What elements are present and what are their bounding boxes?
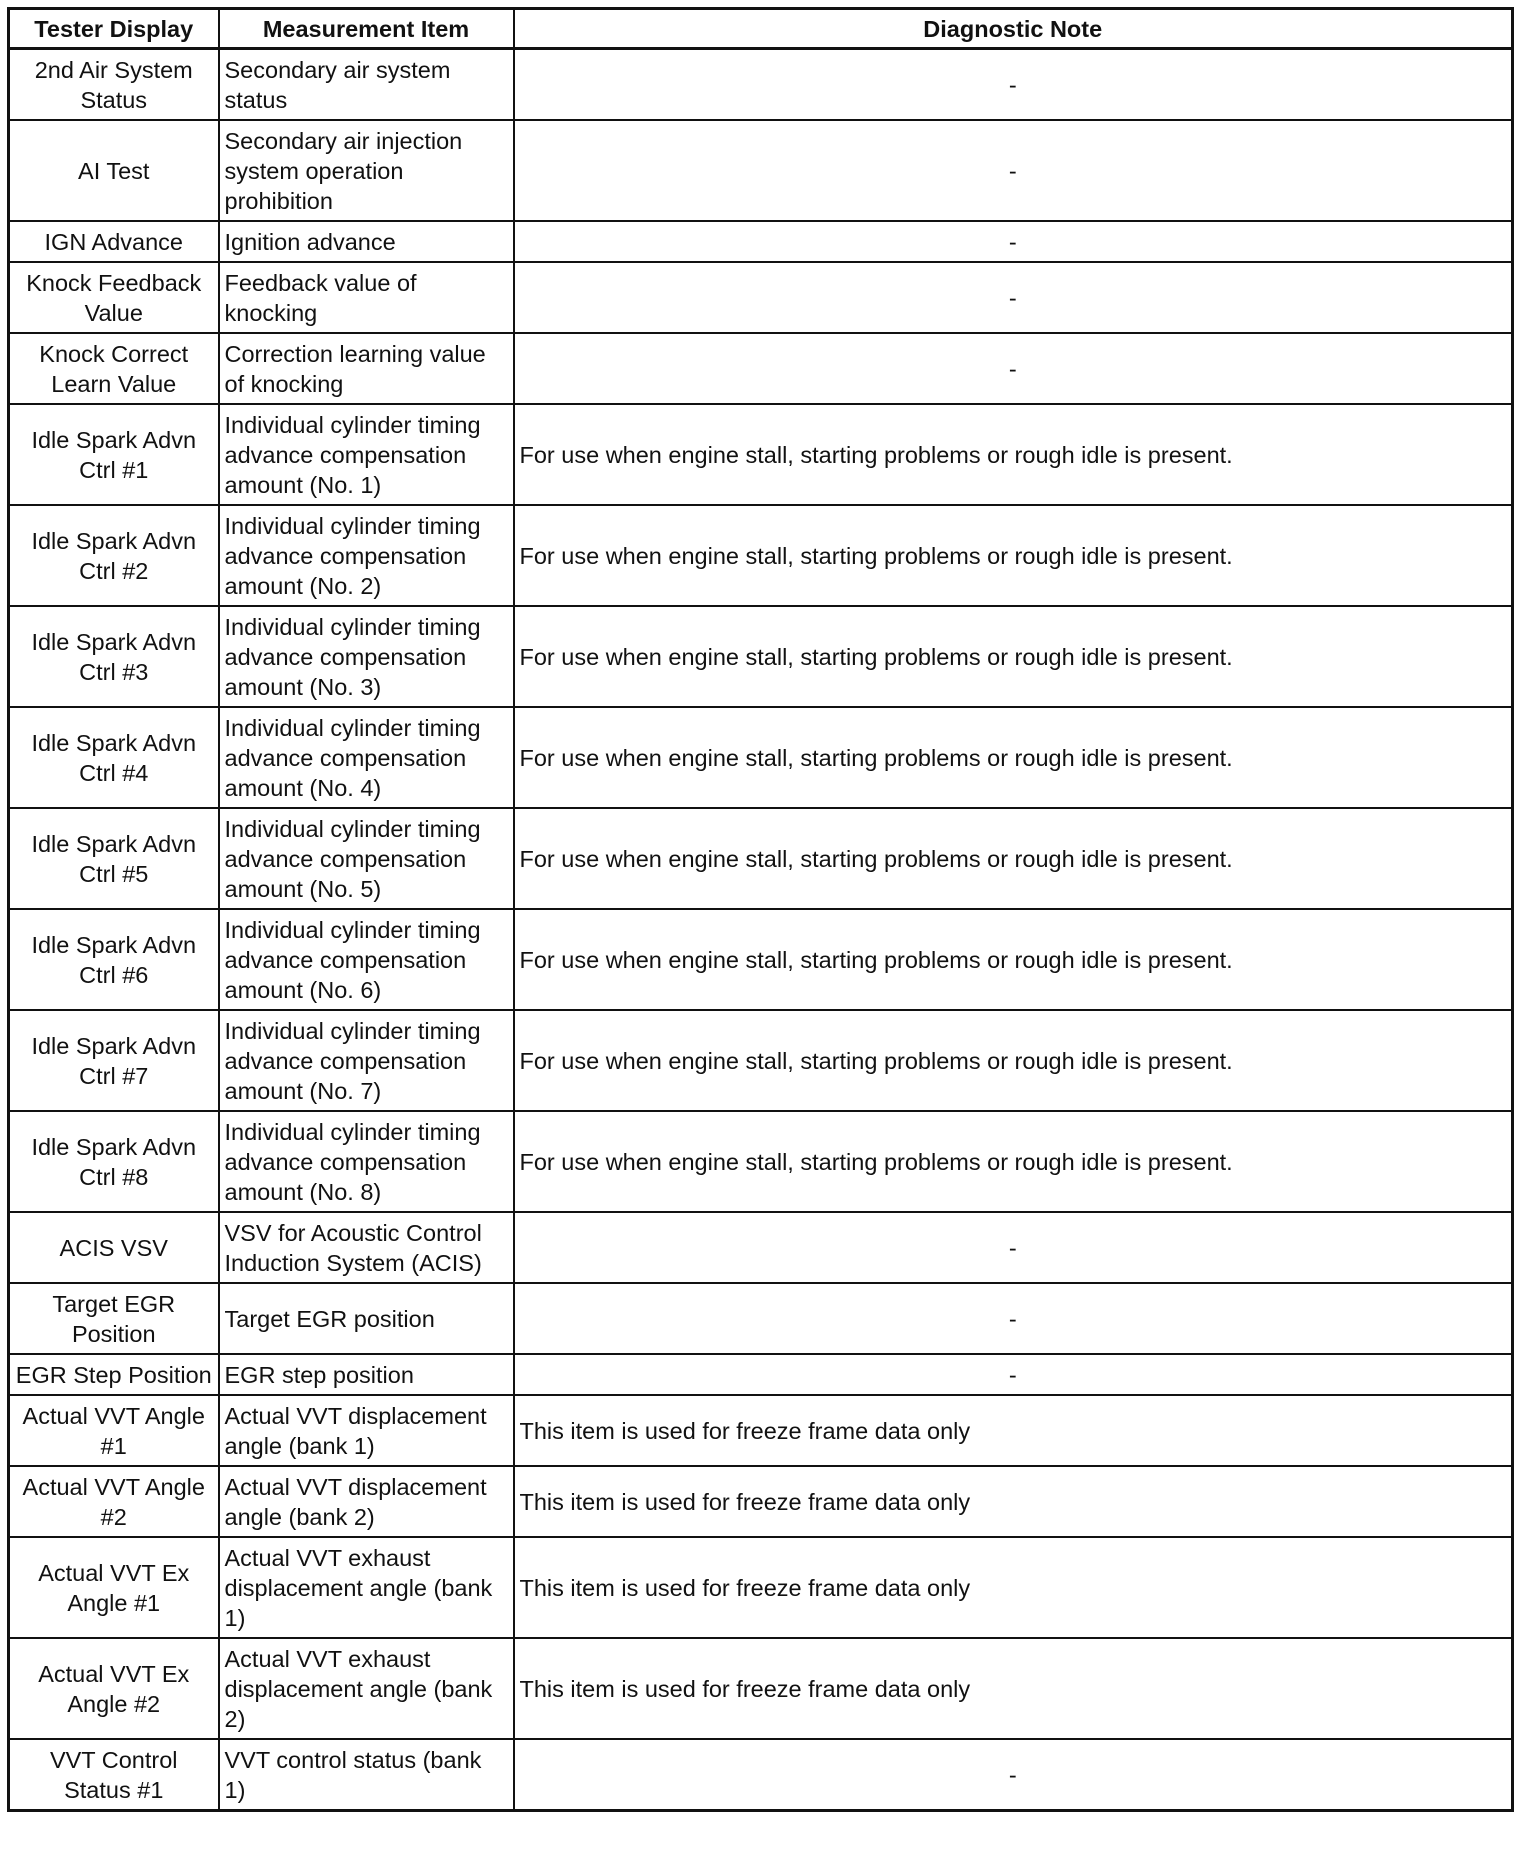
- measurement-item-cell: Individual cylinder timing advance compensation amount (No. 4): [219, 707, 514, 808]
- tester-display-cell: Knock Correct Learn Value: [9, 333, 219, 404]
- diagnostic-note-cell: For use when engine stall, starting problems or rough idle is present.: [514, 808, 1513, 909]
- measurement-item-cell: Individual cylinder timing advance compensation amount (No. 8): [219, 1111, 514, 1212]
- tester-display-cell: Idle Spark Advn Ctrl #7: [9, 1010, 219, 1111]
- diagnostic-note-cell: -: [514, 262, 1513, 333]
- measurement-item-cell: Ignition advance: [219, 221, 514, 262]
- table-row: [9, 49, 1513, 121]
- tester-display-cell: Idle Spark Advn Ctrl #3: [9, 606, 219, 707]
- tester-display-cell: EGR Step Position: [9, 1354, 219, 1395]
- tester-display-cell: Actual VVT Ex Angle #1: [9, 1537, 219, 1638]
- measurement-item-cell: Individual cylinder timing advance compensation amount (No. 2): [219, 505, 514, 606]
- diagnostic-note-cell: For use when engine stall, starting problems or rough idle is present.: [514, 707, 1513, 808]
- table-row: [9, 1010, 1513, 1111]
- measurement-item-cell: Individual cylinder timing advance compensation amount (No. 6): [219, 909, 514, 1010]
- measurement-item-cell: Actual VVT displacement angle (bank 1): [219, 1395, 514, 1466]
- tester-display-cell: Idle Spark Advn Ctrl #6: [9, 909, 219, 1010]
- table-row: [9, 1638, 1513, 1739]
- measurement-item-cell: Individual cylinder timing advance compensation amount (No. 7): [219, 1010, 514, 1111]
- tester-display-cell: Idle Spark Advn Ctrl #5: [9, 808, 219, 909]
- diagnostic-note-cell: This item is used for freeze frame data only: [514, 1638, 1513, 1739]
- measurement-item-cell: Secondary air injection system operation prohibition: [219, 120, 514, 221]
- diagnostic-note-cell: -: [514, 1739, 1513, 1811]
- table-row: [9, 707, 1513, 808]
- diagnostic-note-cell: -: [514, 49, 1513, 121]
- tester-display-cell: Actual VVT Ex Angle #2: [9, 1638, 219, 1739]
- diagnostic-note-cell: -: [514, 1283, 1513, 1354]
- tester-display-cell: Idle Spark Advn Ctrl #4: [9, 707, 219, 808]
- table-row: [9, 1395, 1513, 1466]
- data-list-sheet: [7, 7, 1511, 1812]
- diagnostic-note-cell: For use when engine stall, starting problems or rough idle is present.: [514, 909, 1513, 1010]
- table-row: [9, 1111, 1513, 1212]
- diagnostic-note-cell: -: [514, 1212, 1513, 1283]
- measurement-item-cell: EGR step position: [219, 1354, 514, 1395]
- table-row: [9, 909, 1513, 1010]
- diagnostic-note-cell: -: [514, 221, 1513, 262]
- table-row: [9, 333, 1513, 404]
- tester-display-cell: IGN Advance: [9, 221, 219, 262]
- tester-display-cell: Actual VVT Angle #2: [9, 1466, 219, 1537]
- header-diagnostic-note: Diagnostic Note: [514, 9, 1513, 49]
- table-row: [9, 606, 1513, 707]
- table-row: [9, 1739, 1513, 1811]
- measurement-item-cell: Target EGR position: [219, 1283, 514, 1354]
- tester-display-cell: Idle Spark Advn Ctrl #2: [9, 505, 219, 606]
- diagnostic-note-cell: -: [514, 1354, 1513, 1395]
- diagnostic-note-cell: For use when engine stall, starting problems or rough idle is present.: [514, 606, 1513, 707]
- table-row: [9, 262, 1513, 333]
- diagnostic-note-cell: -: [514, 333, 1513, 404]
- header-row: [9, 9, 1513, 49]
- diagnostic-note-cell: This item is used for freeze frame data only: [514, 1466, 1513, 1537]
- measurement-item-cell: Secondary air system status: [219, 49, 514, 121]
- measurement-item-cell: VSV for Acoustic Control Induction System (ACIS): [219, 1212, 514, 1283]
- tester-display-cell: Knock Feedback Value: [9, 262, 219, 333]
- table-row: [9, 1466, 1513, 1537]
- diagnostic-note-cell: For use when engine stall, starting problems or rough idle is present.: [514, 404, 1513, 505]
- tester-display-cell: ACIS VSV: [9, 1212, 219, 1283]
- tester-display-cell: AI Test: [9, 120, 219, 221]
- diagnostic-note-cell: This item is used for freeze frame data only: [514, 1537, 1513, 1638]
- table-body: [9, 49, 1513, 1811]
- diagnostic-note-cell: For use when engine stall, starting problems or rough idle is present.: [514, 1111, 1513, 1212]
- diagnostic-note-cell: -: [514, 120, 1513, 221]
- measurement-item-cell: Actual VVT exhaust displacement angle (bank 2): [219, 1638, 514, 1739]
- tester-display-cell: 2nd Air System Status: [9, 49, 219, 121]
- measurement-item-cell: Individual cylinder timing advance compensation amount (No. 5): [219, 808, 514, 909]
- table-row: [9, 808, 1513, 909]
- diagnostic-note-cell: For use when engine stall, starting problems or rough idle is present.: [514, 1010, 1513, 1111]
- diagnostic-note-cell: For use when engine stall, starting problems or rough idle is present.: [514, 505, 1513, 606]
- measurement-item-cell: Actual VVT displacement angle (bank 2): [219, 1466, 514, 1537]
- measurement-item-cell: Feedback value of knocking: [219, 262, 514, 333]
- tester-display-cell: Target EGR Position: [9, 1283, 219, 1354]
- table-row: [9, 1212, 1513, 1283]
- data-list-table: [7, 7, 1514, 1812]
- header-tester-display: Tester Display: [9, 9, 219, 49]
- measurement-item-cell: Correction learning value of knocking: [219, 333, 514, 404]
- tester-display-cell: VVT Control Status #1: [9, 1739, 219, 1811]
- measurement-item-cell: Individual cylinder timing advance compensation amount (No. 1): [219, 404, 514, 505]
- table-row: [9, 120, 1513, 221]
- table-row: [9, 1354, 1513, 1395]
- table-row: [9, 505, 1513, 606]
- measurement-item-cell: Actual VVT exhaust displacement angle (bank 1): [219, 1537, 514, 1638]
- table-row: [9, 1537, 1513, 1638]
- tester-display-cell: Actual VVT Angle #1: [9, 1395, 219, 1466]
- table-row: [9, 404, 1513, 505]
- tester-display-cell: Idle Spark Advn Ctrl #8: [9, 1111, 219, 1212]
- measurement-item-cell: Individual cylinder timing advance compensation amount (No. 3): [219, 606, 514, 707]
- measurement-item-cell: VVT control status (bank 1): [219, 1739, 514, 1811]
- header-measurement-item: Measurement Item: [219, 9, 514, 49]
- tester-display-cell: Idle Spark Advn Ctrl #1: [9, 404, 219, 505]
- diagnostic-note-cell: This item is used for freeze frame data only: [514, 1395, 1513, 1466]
- table-row: [9, 221, 1513, 262]
- table-row: [9, 1283, 1513, 1354]
